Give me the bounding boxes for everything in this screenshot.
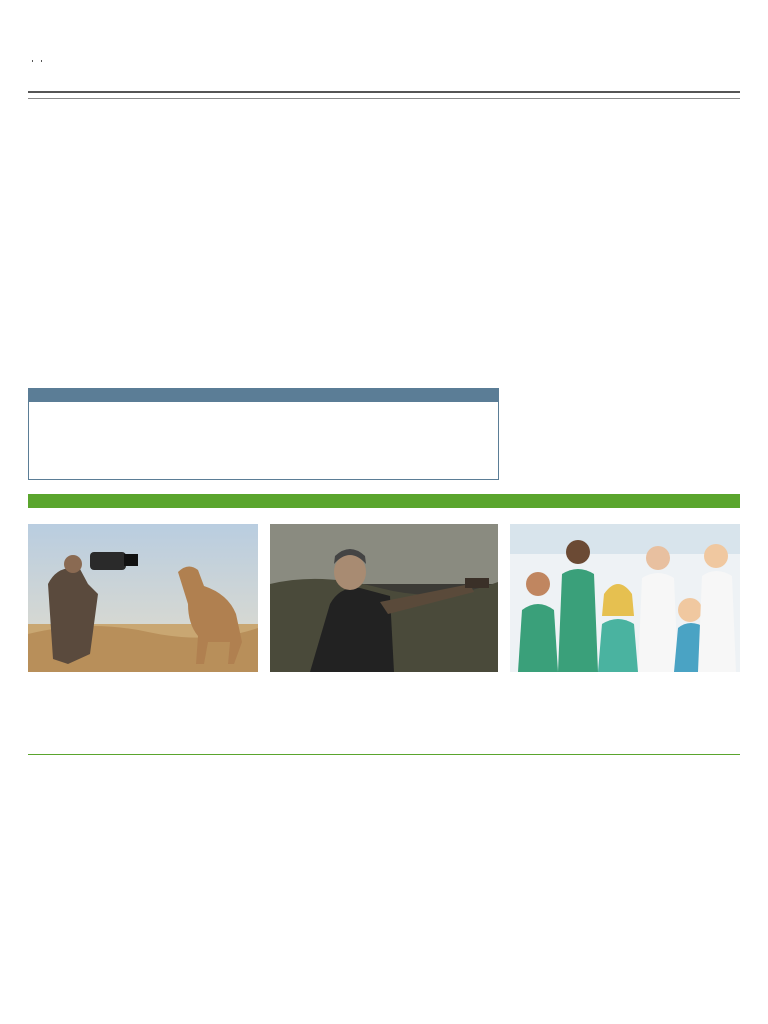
channel-title	[28, 388, 499, 402]
channel-tvg	[28, 388, 499, 480]
header-rule	[28, 91, 740, 93]
highlights-title	[28, 494, 740, 508]
photo-scrubs-cast	[510, 524, 740, 672]
photo-reporter-camel	[28, 524, 258, 672]
highlights-bottom-rule	[28, 754, 740, 755]
masthead	[32, 60, 42, 62]
header-rule-thin	[28, 98, 740, 99]
photo-comisario	[270, 524, 498, 672]
page-header	[28, 50, 46, 72]
